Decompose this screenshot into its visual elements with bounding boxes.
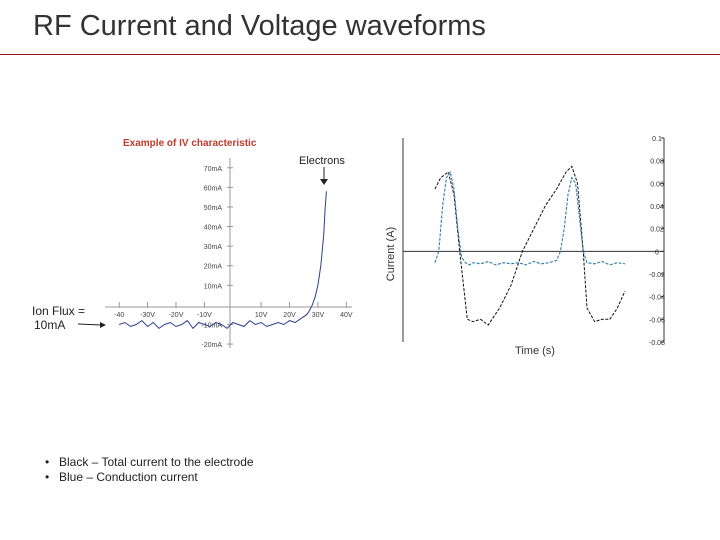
- title-divider: [0, 54, 720, 55]
- iv-chart-title: Example of IV characteristic: [123, 138, 257, 149]
- rf-y-tick-label: 0.1: [652, 136, 662, 143]
- iv-y-tick-label: 50mA: [203, 204, 222, 212]
- rf-y-tick-label: 0.06: [650, 181, 664, 189]
- iv-x-tick-label: -40: [114, 311, 125, 319]
- iv-x-tick-label: 10V: [254, 311, 268, 319]
- bullet-dot-icon: •: [45, 455, 50, 469]
- iv-x-tick-label: -20V: [168, 311, 184, 319]
- rf-y-tick-label: -0.06: [649, 317, 665, 325]
- bullet-dot-icon: •: [45, 470, 50, 484]
- iv-y-tick-label: -10mA: [201, 322, 222, 330]
- bullet-item: [45, 470, 254, 485]
- iv-y-tick-label: 60mA: [203, 185, 222, 193]
- electrons-annotation: Electrons: [299, 155, 345, 167]
- iv-x-tick-label: 20V: [283, 311, 296, 319]
- rf-y-tick-label: 0: [655, 249, 659, 257]
- ion-flux-arrowhead: [100, 322, 106, 328]
- iv-characteristic-chart: [20, 125, 360, 355]
- ion-flux-value: 10mA: [34, 318, 66, 332]
- iv-y-tick-label: 30mA: [203, 244, 222, 252]
- bullet-total-current: Black – Total current to the electrode: [59, 455, 254, 469]
- rf-x-axis-label: Time (s): [515, 345, 555, 357]
- rf-current-svg: [375, 128, 675, 360]
- rf-y-tick-label: -0.04: [649, 294, 665, 302]
- electrons-arrowhead: [320, 179, 328, 185]
- slide-title: RF Current and Voltage waveforms: [33, 10, 486, 42]
- iv-x-tick-label: 40V: [340, 311, 353, 319]
- ion-flux-label: Ion Flux =: [32, 304, 86, 318]
- iv-curve: [119, 191, 326, 328]
- iv-y-tick-label: -20mA: [201, 342, 222, 350]
- bullet-conduction-current: Blue – Conduction current: [59, 470, 198, 484]
- total-current-line: [435, 166, 625, 325]
- rf-y-tick-label: -0.08: [649, 340, 665, 347]
- rf-current-chart: [375, 128, 675, 360]
- iv-y-tick-label: 70mA: [203, 165, 222, 173]
- rf-y-axis-label: Current (A): [385, 226, 397, 282]
- rf-y-tick-label: -0.02: [649, 272, 665, 279]
- rf-y-tick-label: 0.02: [650, 226, 664, 234]
- rf-y-tick-label: 0.08: [650, 158, 664, 166]
- iv-x-tick-label: 30V: [311, 311, 325, 319]
- iv-y-tick-label: 40mA: [203, 224, 222, 232]
- iv-x-tick-label: -30V: [140, 311, 155, 319]
- iv-y-tick-label: 10mA: [203, 283, 222, 291]
- bullet-item: [45, 455, 254, 470]
- iv-characteristic-svg: [20, 125, 360, 355]
- rf-y-tick-label: 0.04: [650, 204, 664, 211]
- iv-x-tick-label: -10V: [196, 311, 212, 319]
- ion-flux-arrow: [78, 324, 102, 325]
- iv-y-tick-label: 20mA: [203, 263, 222, 271]
- legend-bullets: [45, 455, 254, 485]
